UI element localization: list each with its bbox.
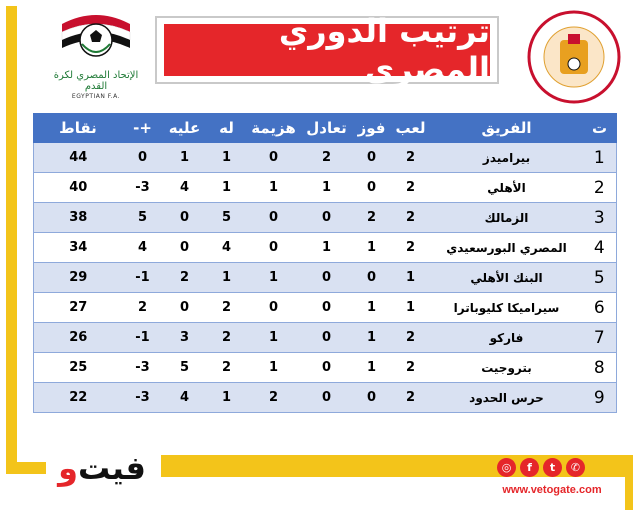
- points-cell: 40: [34, 173, 123, 203]
- header-diff: +-: [123, 114, 163, 143]
- points-cell: 26: [34, 323, 123, 353]
- lost-cell: 2: [247, 383, 301, 413]
- table-row: [34, 323, 617, 353]
- drawn-cell: 0: [301, 263, 353, 293]
- won-cell: 0: [353, 383, 391, 413]
- points-cell: 27: [34, 293, 123, 323]
- for-cell: 2: [207, 293, 247, 323]
- lost-cell: 0: [247, 203, 301, 233]
- title-box: [155, 12, 499, 88]
- team-cell: بتروجيت: [431, 353, 583, 383]
- against-cell: 3: [163, 323, 207, 353]
- header-won: فوز: [353, 114, 391, 143]
- rank-cell: 5: [583, 263, 617, 293]
- team-cell: حرس الحدود: [431, 383, 583, 413]
- points-cell: 38: [34, 203, 123, 233]
- for-cell: 4: [207, 233, 247, 263]
- played-cell: 2: [391, 233, 431, 263]
- won-cell: 1: [353, 353, 391, 383]
- points-cell: 25: [34, 353, 123, 383]
- table-row: [34, 383, 617, 413]
- team-cell: المصري البورسعيدي: [431, 233, 583, 263]
- header-against: عليه: [163, 114, 207, 143]
- facebook-icon[interactable]: f: [520, 458, 539, 477]
- drawn-cell: 1: [301, 173, 353, 203]
- played-cell: 1: [391, 263, 431, 293]
- rank-cell: 9: [583, 383, 617, 413]
- won-cell: 0: [353, 263, 391, 293]
- instagram-icon[interactable]: ◎: [497, 458, 516, 477]
- page-title: ترتيب الدوري المصري: [164, 24, 490, 76]
- table-row: [34, 293, 617, 323]
- points-cell: 44: [34, 143, 123, 173]
- table-row: [34, 173, 617, 203]
- team-cell: البنك الأهلي: [431, 263, 583, 293]
- for-cell: 5: [207, 203, 247, 233]
- table-row: [34, 203, 617, 233]
- played-cell: 2: [391, 143, 431, 173]
- played-cell: 2: [391, 173, 431, 203]
- drawn-cell: 1: [301, 233, 353, 263]
- lost-cell: 0: [247, 233, 301, 263]
- for-cell: 1: [207, 173, 247, 203]
- for-cell: 1: [207, 383, 247, 413]
- standings-table: [33, 113, 617, 413]
- rank-cell: 4: [583, 233, 617, 263]
- won-cell: 1: [353, 293, 391, 323]
- against-cell: 0: [163, 233, 207, 263]
- brand-text-main: فيت: [78, 449, 146, 487]
- won-cell: 2: [353, 203, 391, 233]
- against-cell: 0: [163, 203, 207, 233]
- header-for: له: [207, 114, 247, 143]
- whatsapp-icon[interactable]: ✆: [566, 458, 585, 477]
- brand-text-accent: و: [58, 449, 78, 487]
- lost-cell: 1: [247, 173, 301, 203]
- lost-cell: 1: [247, 353, 301, 383]
- team-cell: الأهلي: [431, 173, 583, 203]
- drawn-cell: 2: [301, 143, 353, 173]
- drawn-cell: 0: [301, 293, 353, 323]
- frame-right-bar: [625, 455, 633, 510]
- table-row: [34, 143, 617, 173]
- won-cell: 0: [353, 173, 391, 203]
- won-cell: 0: [353, 143, 391, 173]
- for-cell: 1: [207, 263, 247, 293]
- efa-logo: [44, 10, 148, 98]
- played-cell: 2: [391, 323, 431, 353]
- against-cell: 0: [163, 293, 207, 323]
- header-row: [34, 114, 617, 143]
- drawn-cell: 0: [301, 203, 353, 233]
- frame-left-foot: [6, 462, 46, 474]
- diff-cell: 0: [123, 143, 163, 173]
- efa-emblem-icon: [58, 10, 134, 68]
- rank-cell: 7: [583, 323, 617, 353]
- played-cell: 2: [391, 353, 431, 383]
- lost-cell: 0: [247, 143, 301, 173]
- lost-cell: 0: [247, 293, 301, 323]
- team-cell: بيراميدز: [431, 143, 583, 173]
- diff-cell: 4: [123, 233, 163, 263]
- points-cell: 22: [34, 383, 123, 413]
- diff-cell: 3-: [123, 353, 163, 383]
- for-cell: 2: [207, 353, 247, 383]
- header-played: لعب: [391, 114, 431, 143]
- against-cell: 4: [163, 173, 207, 203]
- rank-cell: 6: [583, 293, 617, 323]
- efa-english-text: EGYPTIAN F.A.: [71, 93, 121, 100]
- against-cell: 5: [163, 353, 207, 383]
- diff-cell: 5: [123, 203, 163, 233]
- table-row: [34, 233, 617, 263]
- rank-cell: 8: [583, 353, 617, 383]
- website-link[interactable]: www.vetogate.com: [502, 484, 602, 496]
- diff-cell: 2: [123, 293, 163, 323]
- frame-left-bar: [6, 6, 17, 474]
- played-cell: 2: [391, 203, 431, 233]
- diff-cell: 1-: [123, 263, 163, 293]
- rank-cell: 2: [583, 173, 617, 203]
- brand-logo: [56, 448, 148, 488]
- drawn-cell: 0: [301, 353, 353, 383]
- rank-cell: 1: [583, 143, 617, 173]
- league-logo: [527, 10, 621, 104]
- twitter-icon[interactable]: t: [543, 458, 562, 477]
- played-cell: 1: [391, 293, 431, 323]
- header-points: نقاط: [34, 114, 123, 143]
- against-cell: 2: [163, 263, 207, 293]
- won-cell: 1: [353, 323, 391, 353]
- diff-cell: 1-: [123, 323, 163, 353]
- points-cell: 29: [34, 263, 123, 293]
- social-icons: [497, 458, 585, 477]
- won-cell: 1: [353, 233, 391, 263]
- header-rank: ت: [583, 114, 617, 143]
- header-drawn: تعادل: [301, 114, 353, 143]
- header-team: الفريق: [431, 114, 583, 143]
- points-cell: 34: [34, 233, 123, 263]
- drawn-cell: 0: [301, 383, 353, 413]
- against-cell: 4: [163, 383, 207, 413]
- rank-cell: 3: [583, 203, 617, 233]
- diff-cell: 3-: [123, 173, 163, 203]
- drawn-cell: 0: [301, 323, 353, 353]
- table-row: [34, 353, 617, 383]
- league-emblem-icon: [527, 10, 621, 104]
- lost-cell: 1: [247, 323, 301, 353]
- team-cell: فاركو: [431, 323, 583, 353]
- team-cell: الزمالك: [431, 203, 583, 233]
- played-cell: 2: [391, 383, 431, 413]
- header-lost: هزيمة: [247, 114, 301, 143]
- efa-arabic-text: الإتحاد المصري لكرة القدم: [53, 70, 139, 92]
- for-cell: 2: [207, 323, 247, 353]
- team-cell: سيراميكا كليوباترا: [431, 293, 583, 323]
- lost-cell: 1: [247, 263, 301, 293]
- against-cell: 1: [163, 143, 207, 173]
- table-row: [34, 263, 617, 293]
- diff-cell: 3-: [123, 383, 163, 413]
- for-cell: 1: [207, 143, 247, 173]
